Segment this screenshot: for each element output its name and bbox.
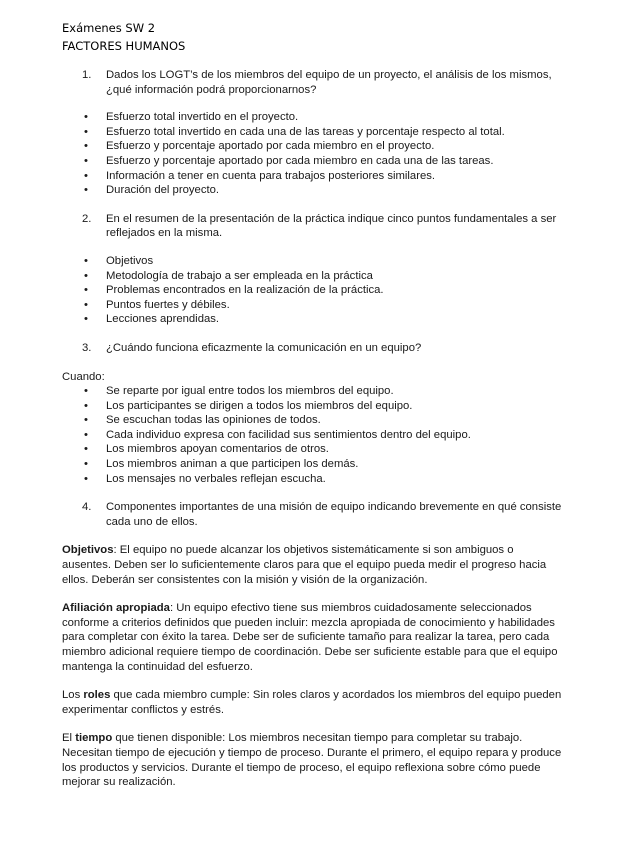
bullet-icon: •: [84, 443, 88, 456]
question-text: ¿Cuándo funciona eficazmente la comunicación en un equipo?: [106, 341, 422, 354]
list-item: • Cada individuo expresa con facilidad sus sentimientos dentro del equipo.: [62, 428, 562, 443]
list-item: • Lecciones aprendidas.: [62, 312, 562, 327]
list-item: • Puntos fuertes y débiles.: [62, 298, 562, 313]
list-item: • Los mensajes no verbales reflejan escucha.: [62, 472, 562, 487]
doc-title: Exámenes SW 2: [62, 21, 156, 35]
list-item: • Los miembros animan a que participen los demás.: [62, 457, 562, 472]
bullet-icon: •: [84, 428, 88, 441]
doc-subtitle: FACTORES HUMANOS: [62, 39, 186, 53]
list-item: • Objetivos: [62, 254, 562, 269]
question-number: 1.: [82, 69, 92, 81]
list-item: • Se escuchan todas las opiniones de todos.: [62, 413, 562, 428]
list-item: • Duración del proyecto.: [62, 183, 562, 198]
paragraph-objetivos: Objetivos: El equipo no puede alcanzar los objetivos sistemáticamente si son ambiguos o ausentes. Deben ser lo suficientemente claros para que el equipo pueda medir el progreso hacia ellos. Deberán ser consistentes con la misión y visión de la organización.: [62, 544, 547, 586]
question-text: Dados los LOGT’s de los miembros del equipo de un proyecto, el análisis de los mismos, ¿qué información podrá proporcionarnos?: [106, 69, 552, 96]
question-text: Componentes importantes de una misión de equipo indicando brevemente en qué consiste cada uno de ellos.: [106, 501, 562, 528]
question-number: 2.: [82, 212, 92, 225]
list-item: • Esfuerzo y porcentaje aportado por cada miembro en el proyecto.: [62, 139, 562, 154]
paragraph-afiliacion: Afiliación apropiada: Un equipo efectivo tiene sus miembros cuidadosamente seleccionados conforme a criterios definidos que pueden incluir: mezcla apropiada de conocimiento y habilidades para completar con éxito la tarea. Debe ser de suficiente tamaño para realizar la tarea, pero cada miembro adicional requiere tiempo de coordinación. Debe ser suficiente estable para que el equipo mantenga la continuidad del esfuerzo.: [62, 602, 558, 673]
question-number: 4.: [82, 501, 92, 514]
answer-list-1: [62, 110, 562, 198]
bullet-icon: •: [84, 269, 88, 282]
question-1: [62, 68, 562, 97]
question-4: [62, 500, 562, 529]
list-item: • Se reparte por igual entre todos los miembros del equipo.: [62, 384, 562, 399]
bullet-icon: •: [84, 458, 88, 471]
paragraph-tiempo: El tiempo que tienen disponible: Los miembros necesitan tiempo para completar su trabajo. Necesitan tiempo de ejecución y tiempo de proceso. Durante el primero, el equipo repara y produce los productos y servicios. Durante el tiempo de proceso, el equipo reflexiona sobre cómo puede mejorar su realización.: [62, 732, 562, 789]
list-item: • Los miembros apoyan comentarios de otros.: [62, 442, 562, 457]
question-number: 3.: [82, 341, 92, 354]
bullet-icon: •: [84, 284, 88, 297]
list-item: • Los participantes se dirigen a todos los miembros del equipo.: [62, 399, 562, 414]
bullet-icon: •: [84, 399, 88, 412]
answer-intro: Cuando:: [62, 370, 105, 383]
bullet-icon: •: [84, 111, 88, 124]
list-item: • Metodología de trabajo a ser empleada en la práctica: [62, 269, 562, 284]
paragraph-roles: Los roles que cada miembro cumple: Sin roles claros y acordados los miembros del equipo pueden experimentar conflictos y estrés.: [62, 689, 562, 716]
bullet-icon: •: [84, 169, 88, 182]
bullet-icon: •: [84, 385, 88, 398]
bullet-icon: •: [84, 125, 88, 138]
document-body: [62, 68, 562, 790]
list-item: • Esfuerzo total invertido en el proyecto.: [62, 110, 562, 125]
bullet-icon: •: [84, 184, 88, 197]
list-item: • Esfuerzo total invertido en cada una de las tareas y porcentaje respecto al total.: [62, 125, 562, 140]
answer-list-3: [62, 384, 562, 486]
bullet-icon: •: [84, 313, 88, 326]
bullet-icon: •: [84, 254, 88, 267]
list-item: • Información a tener en cuenta para trabajos posteriores similares.: [62, 169, 562, 184]
bullet-icon: •: [84, 414, 88, 427]
question-text: En el resumen de la presentación de la práctica indique cinco puntos fundamentales a ser reflejados en la misma.: [106, 212, 557, 240]
bullet-icon: •: [84, 472, 88, 485]
bullet-icon: •: [84, 298, 88, 311]
list-item: • Esfuerzo y porcentaje aportado por cada miembro en cada una de las tareas.: [62, 154, 562, 169]
answer-list-2: [62, 254, 562, 327]
bullet-icon: •: [84, 154, 88, 167]
question-3: [62, 341, 562, 356]
list-item: • Problemas encontrados en la realización de la práctica.: [62, 283, 562, 298]
bullet-icon: •: [84, 140, 88, 153]
question-2: [62, 212, 562, 241]
